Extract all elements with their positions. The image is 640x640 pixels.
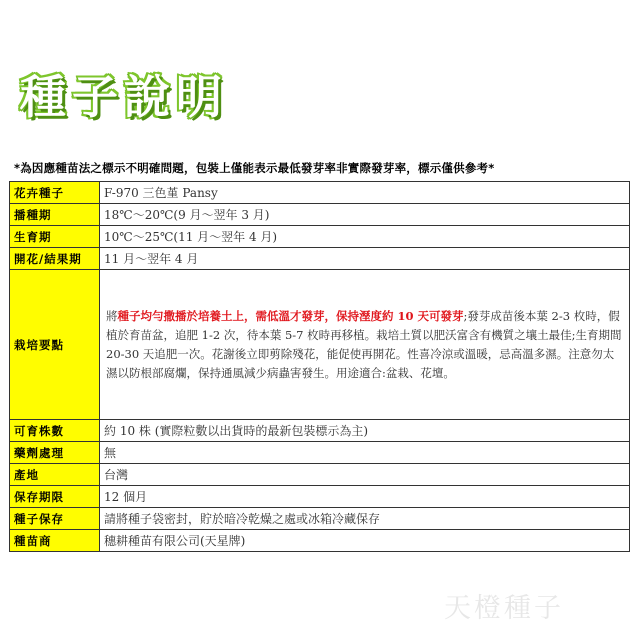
banner-title: 種子說明 — [20, 70, 228, 124]
row-label-supplier: 種苗商 — [10, 530, 100, 552]
row-value-growth: 10℃～25℃(11 月～翌年 4 月) — [100, 226, 630, 248]
row-label-flowering: 開花/結果期 — [10, 248, 100, 270]
row-value-sowing: 18℃～20℃(9 月～翌年 3 月) — [100, 204, 630, 226]
cultivation-prefix: 將 — [106, 308, 118, 323]
table-row — [10, 270, 630, 420]
cultivation-highlight: 種子均勻撒播於培養土上，需低溫才發芽，保持溼度約 10 天可發芽 — [117, 308, 464, 323]
watermark-logo: 天橙種子 — [444, 593, 564, 624]
row-label-treatment: 藥劑處理 — [10, 442, 100, 464]
row-label-plant-count: 可育株數 — [10, 420, 100, 442]
table-row — [10, 442, 630, 464]
row-value-origin: 台灣 — [100, 464, 630, 486]
row-value-plant-count: 約 10 株 (實際粒數以出貨時的最新包裝標示為主) — [100, 420, 630, 442]
row-value-supplier: 穗耕種苗有限公司(天星牌) — [100, 530, 630, 552]
table-row — [10, 226, 630, 248]
row-label-storage: 種子保存 — [10, 508, 100, 530]
table-row — [10, 508, 630, 530]
row-value-cultivation — [100, 270, 630, 420]
row-value-shelf-life: 12 個月 — [100, 486, 630, 508]
table-row — [10, 530, 630, 552]
cultivation-rest: ;發芽成苗後本葉 2-3 枚時，假植於育苗盆，追肥 1-2 次，待本葉 5-7 枚時再移植。栽培土質以肥沃富含有機質之壤土最佳;生育期間 20-30 天追肥一次。花謝後立即剪除殘花，能促使再開花。性喜冷涼或溫暖，忌高溫多濕。注意勿太濕以防根部腐爛，保持通風減少病蟲害發生。用途適合:盆栽、花壇。 — [106, 308, 622, 380]
row-value-storage: 請將種子袋密封，貯於暗冷乾燥之處或冰箱冷藏保存 — [100, 508, 630, 530]
row-value-treatment: 無 — [100, 442, 630, 464]
cultivation-paragraph — [104, 305, 625, 385]
info-table — [9, 181, 630, 552]
table-row — [10, 248, 630, 270]
table-row — [10, 182, 630, 204]
table-row — [10, 464, 630, 486]
row-label-variety: 花卉種子 — [10, 182, 100, 204]
row-value-flowering: 11 月～翌年 4 月 — [100, 248, 630, 270]
row-label-origin: 產地 — [10, 464, 100, 486]
row-label-shelf-life: 保存期限 — [10, 486, 100, 508]
table-row — [10, 486, 630, 508]
table-row — [10, 204, 630, 226]
notice-text: *為因應種苗法之標示不明確問題，包裝上僅能表示最低發芽率非實際發芽率，標示僅供參考* — [14, 161, 495, 175]
row-label-cultivation: 栽培要點 — [10, 270, 100, 420]
row-label-growth: 生育期 — [10, 226, 100, 248]
row-label-sowing: 播種期 — [10, 204, 100, 226]
table-row — [10, 420, 630, 442]
row-value-variety: F-970 三色堇 Pansy — [100, 182, 630, 204]
